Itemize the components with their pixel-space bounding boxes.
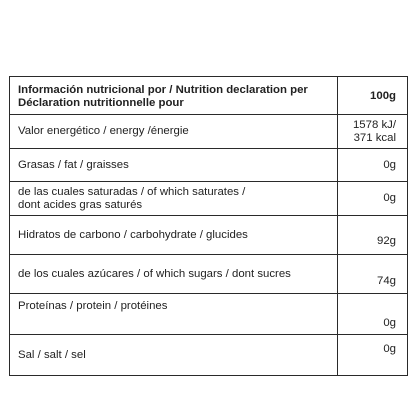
row-label — [10, 182, 338, 216]
row-value: 74g — [338, 255, 408, 294]
table-row-saturates — [10, 182, 408, 216]
row-label: de los cuales azúcares / of which sugars / dont sucres — [10, 255, 338, 294]
row-label — [10, 115, 338, 149]
row-value — [338, 115, 408, 149]
row-label: Sal / salt / sel — [10, 335, 338, 376]
row-value: 0g — [338, 182, 408, 216]
nutrition-table — [9, 76, 408, 376]
row-label: Hidratos de carbono / carbohydrate / glucides — [10, 216, 338, 255]
table-row-energy — [10, 115, 408, 149]
table-row-salt — [10, 335, 408, 376]
row-label: Proteínas / protein / protéines — [10, 294, 338, 335]
row-label-line1: Valor energético / energy /énergie — [18, 125, 189, 137]
header-label-line1: Información nutricional por / Nutrition declaration per — [18, 83, 308, 96]
table-row-protein — [10, 294, 408, 335]
row-label-line1: de las cuales saturadas / of which saturates / — [18, 185, 246, 198]
row-value: 92g — [338, 216, 408, 255]
row-value: 0g — [338, 335, 408, 376]
row-label-line2: dont acides gras saturés — [18, 198, 143, 211]
table-row-carbohydrate — [10, 216, 408, 255]
header-label-line2: Déclaration nutritionnelle pour — [18, 96, 184, 109]
header-label-cell — [10, 77, 338, 115]
table-row-fat — [10, 149, 408, 182]
table-header-row — [10, 77, 408, 115]
table-row-sugars — [10, 255, 408, 294]
header-value-cell: 100g — [338, 77, 408, 115]
row-value-line2: 371 kcal — [353, 131, 396, 144]
row-value: 0g — [338, 294, 408, 335]
row-value-line1: 1578 kJ/ — [352, 118, 396, 131]
row-value: 0g — [338, 149, 408, 182]
row-label: Grasas / fat / graisses — [10, 149, 338, 182]
